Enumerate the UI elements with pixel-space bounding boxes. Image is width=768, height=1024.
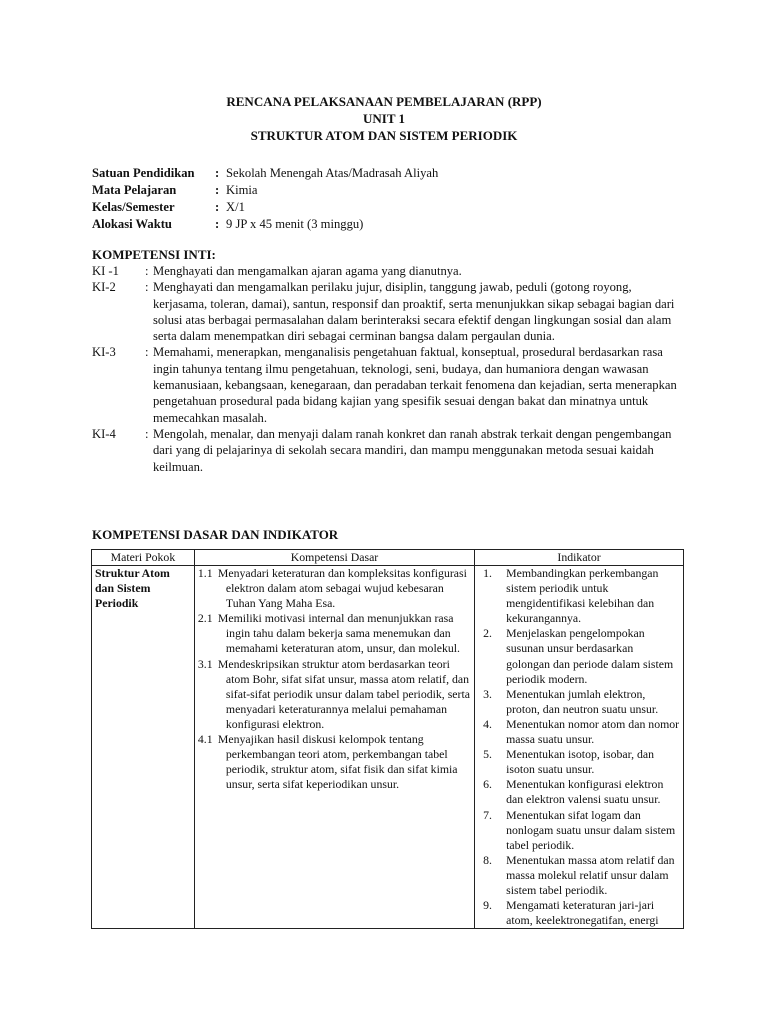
indikator-text: Menentukan nomor atom dan nomor massa suatu unsur. xyxy=(506,716,680,747)
kd-text: Menyajikan hasil diskusi kelompok tentang perkembangan teori atom, perkembangan tabel periodik, struktur atom, sifat fisik dan sifat kimia unsur, serta sifat keperiodikan unsur. xyxy=(217,732,458,792)
kd-text: Menyadari keteraturan dan kompleksitas konfigurasi elektron dalam atom sebagai wujud kebesaran Tuhan Yang Maha Esa. xyxy=(217,566,467,611)
indikator-item xyxy=(478,747,680,777)
materi-pokok-text: Struktur Atom dan Sistem Periodik xyxy=(95,566,170,611)
ki-item xyxy=(92,279,692,344)
kd-item xyxy=(198,566,471,611)
indikator-text: Menentukan jumlah elektron, proton, dan neutron suatu unsur. xyxy=(506,686,659,716)
indikator-number: 2. xyxy=(483,626,492,641)
indikator-number: 8. xyxy=(483,852,492,867)
indikator-number: 4. xyxy=(483,716,492,731)
ki-text: Menghayati dan mengamalkan ajaran agama yang dianutnya. xyxy=(153,264,462,278)
indikator-item xyxy=(478,566,680,626)
ki-item xyxy=(92,344,692,425)
identity-value: 9 JP x 45 menit (3 minggu) xyxy=(226,217,364,231)
indikator-number: 3. xyxy=(483,686,492,701)
indikator-text: Menentukan isotop, isobar, dan isoton suatu unsur. xyxy=(506,747,655,777)
ki-text: Memahami, menerapkan, menganalisis pengetahuan faktual, konseptual, prosedural berdasarkan rasa ingin tahunya tentang ilmu pengetahuan, teknologi, seni, budaya, dan humaniora dengan wawasan kemanusiaan, kebangsaan, kenegaraan, dan peradaban terkait fenomena dan kejadian, serta menerapkan pengetahuan prosedural pada bidang kajian yang spesifik sesuai dengan bakat dan minatnya untuk memecahkan masalah. xyxy=(153,345,677,425)
indikator-item xyxy=(478,687,680,717)
ki-item xyxy=(92,263,692,279)
indikator-item xyxy=(478,626,680,686)
indikator-text: Mengamati keteraturan jari-jari atom, keelektronegatifan, energi xyxy=(506,898,659,928)
kd-number: 3.1 xyxy=(197,656,213,671)
kd-number: 1.1 xyxy=(197,566,213,580)
kompetensi-dasar-cell xyxy=(194,566,474,929)
kd-text: Mendeskripsikan struktur atom berdasarkan teori atom Bohr, sifat sifat unsur, massa atom relatif, dan sifat-sifat periodik unsur dalam tabel periodik, serta menyadari keteraturannya melalui pemahaman konfigurasi elektron. xyxy=(217,656,470,731)
ki-item xyxy=(92,426,692,475)
kompetensi-inti-list xyxy=(92,263,692,475)
document-title: RENCANA PELAKSANAAN PEMBELAJARAN (RPP) xyxy=(226,94,542,109)
column-header-materi: Materi Pokok xyxy=(92,550,195,566)
indikator-text: Membandingkan perkembangan sistem periodik untuk mengidentifikasi kelebihan dan kekurangannya. xyxy=(506,566,659,626)
indikator-item xyxy=(478,777,680,807)
identity-label: Kelas/Semester xyxy=(92,200,175,214)
indikator-item xyxy=(478,808,680,853)
kd-item xyxy=(198,611,471,656)
ki-code: KI-3 xyxy=(92,345,116,360)
identity-colon: : xyxy=(215,217,220,231)
identity-colon: : xyxy=(215,200,220,214)
identity-value: Kimia xyxy=(226,183,258,197)
ki-text: Menghayati dan mengamalkan perilaku jujur, disiplin, tanggung jawab, peduli (gotong royong, kerjasama, toleran, damai), santun, responsif dan proaktif, serta menunjukkan sikap sebagai bagian dari solusi atas berbagai permasalahan dalam berinteraksi secara efektif dengan lingkungan sosial dan alam serta dalam menempatkan diri sebagai cerminan bangsa dalam pergaulan dunia. xyxy=(153,280,675,344)
materi-pokok-cell xyxy=(92,566,195,929)
indikator-number: 5. xyxy=(483,747,492,762)
table-row xyxy=(92,566,684,929)
kd-item xyxy=(198,657,471,732)
kd-item xyxy=(198,732,471,792)
unit-title: UNIT 1 xyxy=(362,111,406,126)
topic-title: STRUKTUR ATOM DAN SISTEM PERIODIK xyxy=(250,128,518,143)
indikator-number: 1. xyxy=(483,566,492,580)
kompetensi-dasar-heading: KOMPETENSI DASAR DAN INDIKATOR xyxy=(92,527,339,542)
identity-colon: : xyxy=(215,166,220,180)
indikator-text: Menentukan sifat logam dan nonlogam suatu unsur dalam sistem tabel periodik. xyxy=(506,807,676,852)
ki-colon: : xyxy=(145,426,149,441)
indikator-number: 7. xyxy=(483,807,492,822)
indikator-item xyxy=(478,898,680,928)
indikator-text: Menentukan konfigurasi elektron dan elektron valensi suatu unsur. xyxy=(506,777,664,807)
kd-number: 2.1 xyxy=(197,611,213,626)
kompetensi-inti-heading: KOMPETENSI INTI: xyxy=(92,247,216,262)
indikator-text: Menentukan massa atom relatif dan massa molekul relatif unsur dalam sistem tabel periodik. xyxy=(506,852,675,897)
identity-value: Sekolah Menengah Atas/Madrasah Aliyah xyxy=(226,166,439,180)
table-header-row xyxy=(92,550,684,566)
indikator-item xyxy=(478,853,680,898)
indikator-text: Menjelaskan pengelompokan susunan unsur berdasarkan golongan dan periode dalam sistem periodik modern. xyxy=(506,626,674,686)
identity-label: Mata Pelajaran xyxy=(92,183,177,197)
indikator-cell xyxy=(475,566,684,929)
kd-text: Memiliki motivasi internal dan menunjukkan rasa ingin tahu dalam bekerja sama menemukan dan memahami keteraturan atom, unsur, dan molekul. xyxy=(217,611,460,656)
identity-label: Satuan Pendidikan xyxy=(92,166,195,180)
identity-value: X/1 xyxy=(226,200,245,214)
ki-code: KI -1 xyxy=(92,264,119,278)
indikator-item xyxy=(478,717,680,747)
identity-label: Alokasi Waktu xyxy=(92,217,172,231)
ki-text: Mengolah, menalar, dan menyaji dalam ranah konkret dan ranah abstrak terkait dengan pengembangan dari yang di pelajarinya di sekolah secara mandiri, dan mampu menggunakan metoda sesuai kaidah keilmuan. xyxy=(153,426,672,474)
kompetensi-dasar-table xyxy=(91,549,684,929)
indikator-number: 9. xyxy=(483,898,492,913)
kd-number: 4.1 xyxy=(197,732,213,747)
ki-colon: : xyxy=(145,264,149,278)
indikator-number: 6. xyxy=(483,777,492,792)
ki-colon: : xyxy=(145,345,149,360)
ki-code: KI-4 xyxy=(92,426,116,441)
ki-colon: : xyxy=(145,280,149,295)
ki-code: KI-2 xyxy=(92,280,116,295)
column-header-indikator: Indikator xyxy=(475,550,684,566)
identity-colon: : xyxy=(215,183,220,197)
column-header-kd: Kompetensi Dasar xyxy=(194,550,474,566)
